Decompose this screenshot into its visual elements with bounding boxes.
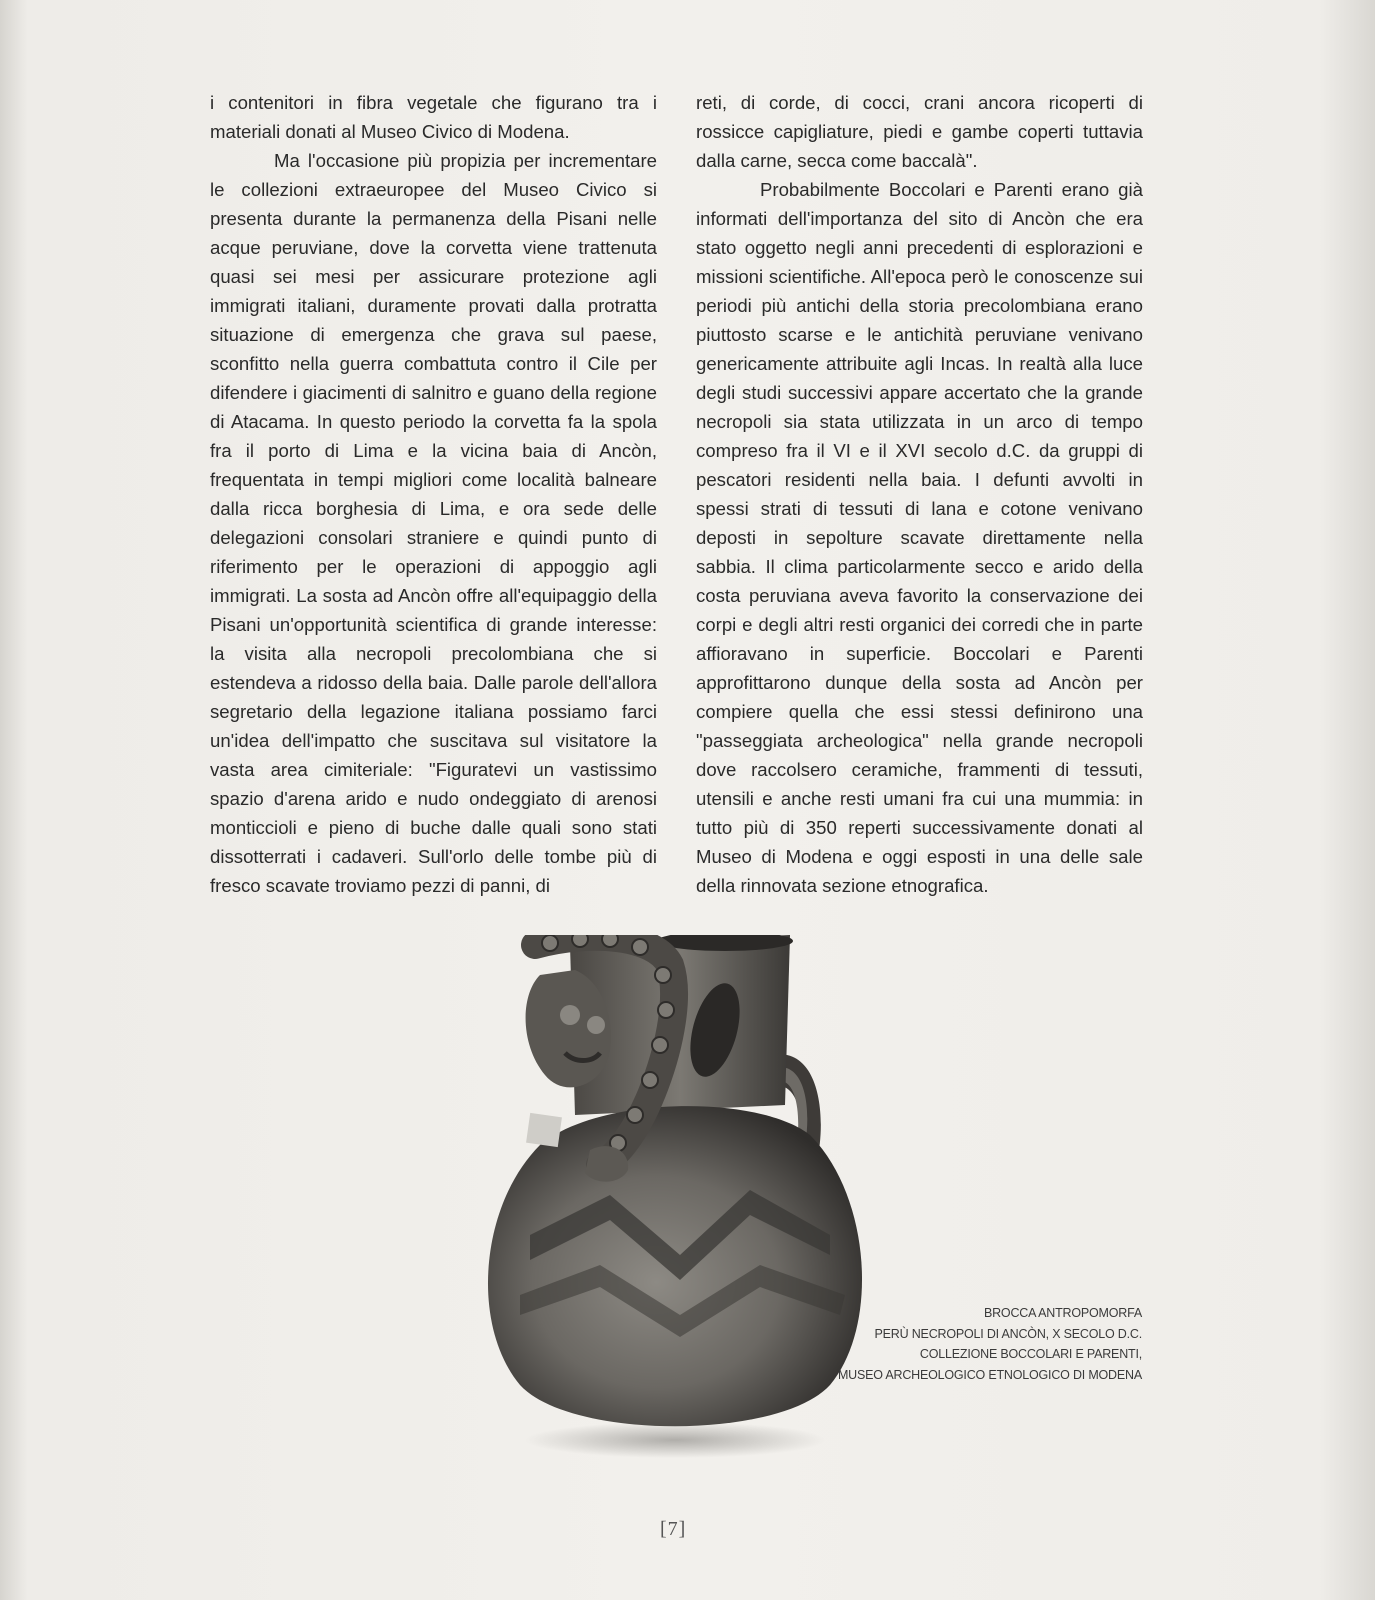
caption-line: PERÙ NECROPOLI DI ANCÒN, X SECOLO D.C. [874, 1326, 1142, 1341]
caption-line: COLLEZIONE BOCCOLARI E PARENTI, [919, 1347, 1142, 1361]
figure-caption [838, 1303, 1142, 1385]
caption-line: MUSEO ARCHEOLOGICO ETNOLOGICO DI MODENA [837, 1367, 1142, 1382]
page-number: [7] [660, 1518, 687, 1540]
anthropomorphic-jug-photo [480, 935, 880, 1465]
text-column-left [210, 88, 657, 900]
paragraph: i contenitori in fibra vegetale che figurano tra i materiali donati al Museo Civico di Modena. [210, 92, 657, 142]
paragraph: Ma l'occasione più propizia per incrementare le collezioni extraeuropee del Museo Civico si presenta durante la permanenza della Pisani nelle acque peruviane, dove la corvetta viene trattenuta quasi sei mesi per assicurare protezione agli immigrati italiani, duramente provati dalla protratta situazione di emergenza che grava sul paese, sconfitto nella guerra combattuta contro il Cile per difendere i giacimenti di salnitro e guano della regione di Atacama. In questo periodo la corvetta fa la spola fra il porto di Lima e la vicina baia di Ancòn, frequentata in tempi migliori come località balneare dalla ricca borghesia di Lima, e ora sede delle delegazioni consolari straniere e quindi punto di riferimento per le operazioni di appoggio agli immigrati. La sosta ad Ancòn offre all'equipaggio della Pisani un'opportunità scientifica di grande interesse: la visita alla necropoli precolombiana che si estendeva a ridosso della baia. Dalle parole dell'allora segretario della legazione italiana possiamo farci un'idea dell'impatto che suscitava sul visitatore la vasta area cimiteriale: "Figuratevi un vastissimo spazio d'arena arido e nudo ondeggiato di arenosi monticcioli e pieno di buche dalle quali sono stati dissotterrati i cadaveri. Sull'orlo delle tombe più di fresco scavate troviamo pezzi di panni, di [210, 150, 657, 896]
caption-line: BROCCA ANTROPOMORFA [983, 1306, 1142, 1320]
paragraph: reti, di corde, di cocci, crani ancora ricoperti di rossicce capigliature, piedi e gambe coperti tuttavia dalla carne, secca come baccalà". [696, 92, 1143, 171]
text-column-right [696, 88, 1143, 900]
paragraph: Probabilmente Boccolari e Parenti erano già informati dell'importanza del sito di Ancòn che era stato oggetto negli anni precedenti di esplorazioni e missioni scientifiche. All'epoca però le conoscenze sui periodi più antichi della storia precolombiana erano piuttosto scarse e le antichità peruviane venivano genericamente attribuite agli Incas. In realtà alla luce degli studi successivi appare accertato che la grande necropoli sia stata utilizzata in un arco di tempo compreso fra il VI e il XVI secolo d.C. da gruppi di pescatori residenti nella baia. I defunti avvolti in spessi strati di tessuti di lana e cotone venivano deposti in sepolture scavate direttamente nella sabbia. Il clima particolarmente secco e arido della costa peruviana aveva favorito la conservazione dei corpi e degli altri resti organici dei corredi che in parte affioravano in superficie. Boccolari e Parenti approfittarono dunque della sosta ad Ancòn per compiere quella che essi stessi definirono una "passeggiata archeologica" nella grande necropoli dove raccolsero ceramiche, frammenti di tessuti, utensili e anche resti umani fra cui una mummia: in tutto più di 350 reperti successivamente donati al Museo di Modena e oggi esposti in una delle sale della rinnovata sezione etnografica. [696, 179, 1143, 896]
